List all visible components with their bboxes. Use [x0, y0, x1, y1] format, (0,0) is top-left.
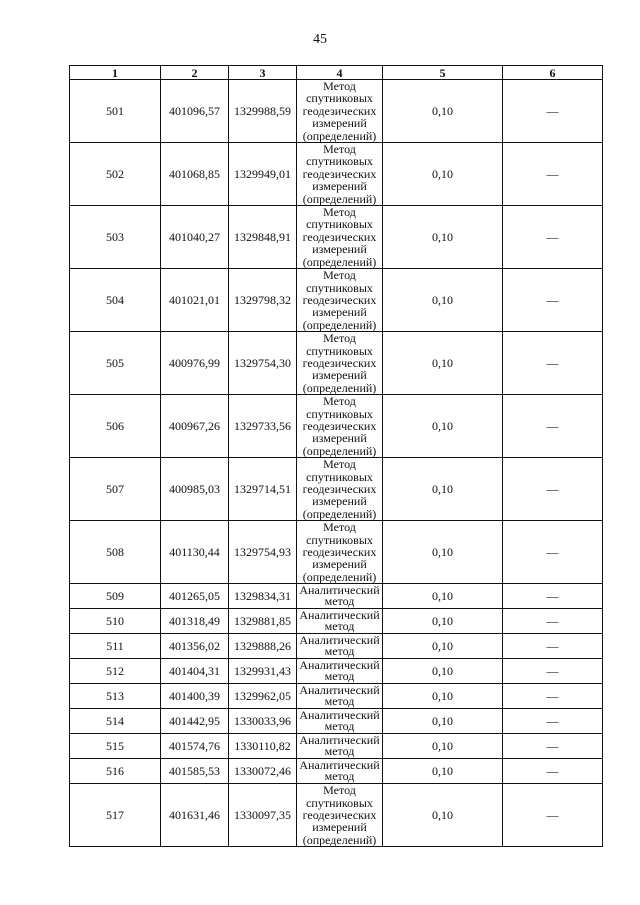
- accuracy-cell: 0,10: [383, 734, 503, 759]
- method-cell: Аналитический метод: [297, 759, 383, 784]
- x-coordinate-cell: 401130,44: [161, 521, 229, 584]
- method-cell: Метод спутниковых геодезических измерений (определений): [297, 395, 383, 458]
- y-coordinate-cell: 1329962,05: [229, 684, 297, 709]
- table-row: [70, 458, 603, 521]
- note-cell: —: [503, 684, 603, 709]
- note-cell: —: [503, 143, 603, 206]
- y-coordinate-cell: 1329988,59: [229, 80, 297, 143]
- note-cell: —: [503, 395, 603, 458]
- note-cell: —: [503, 80, 603, 143]
- y-coordinate-cell: 1330097,35: [229, 784, 297, 847]
- table-row: [70, 659, 603, 684]
- y-coordinate-cell: 1329848,91: [229, 206, 297, 269]
- accuracy-cell: 0,10: [383, 206, 503, 269]
- note-cell: —: [503, 458, 603, 521]
- x-coordinate-cell: 401021,01: [161, 269, 229, 332]
- x-coordinate-cell: 401265,05: [161, 584, 229, 609]
- table-row: [70, 80, 603, 143]
- point-number-cell: 508: [70, 521, 161, 584]
- y-coordinate-cell: 1329754,30: [229, 332, 297, 395]
- note-cell: —: [503, 734, 603, 759]
- accuracy-cell: 0,10: [383, 684, 503, 709]
- x-coordinate-cell: 401585,53: [161, 759, 229, 784]
- header-row: [70, 66, 603, 80]
- accuracy-cell: 0,10: [383, 584, 503, 609]
- note-cell: —: [503, 759, 603, 784]
- method-cell: Аналитический метод: [297, 709, 383, 734]
- x-coordinate-cell: 401442,95: [161, 709, 229, 734]
- table-row: [70, 759, 603, 784]
- column-header-3: 3: [229, 66, 297, 80]
- method-cell: Аналитический метод: [297, 584, 383, 609]
- method-cell: Аналитический метод: [297, 734, 383, 759]
- note-cell: —: [503, 584, 603, 609]
- note-cell: —: [503, 609, 603, 634]
- method-cell: Метод спутниковых геодезических измерений (определений): [297, 458, 383, 521]
- method-cell: Метод спутниковых геодезических измерений (определений): [297, 143, 383, 206]
- note-cell: —: [503, 709, 603, 734]
- x-coordinate-cell: 400967,26: [161, 395, 229, 458]
- method-cell: Аналитический метод: [297, 659, 383, 684]
- x-coordinate-cell: 401404,31: [161, 659, 229, 684]
- point-number-cell: 504: [70, 269, 161, 332]
- note-cell: —: [503, 784, 603, 847]
- y-coordinate-cell: 1329798,32: [229, 269, 297, 332]
- x-coordinate-cell: 400976,99: [161, 332, 229, 395]
- method-cell: Аналитический метод: [297, 609, 383, 634]
- method-cell: Метод спутниковых геодезических измерений (определений): [297, 784, 383, 847]
- point-number-cell: 505: [70, 332, 161, 395]
- coordinates-table: [69, 65, 603, 847]
- y-coordinate-cell: 1330110,82: [229, 734, 297, 759]
- accuracy-cell: 0,10: [383, 784, 503, 847]
- accuracy-cell: 0,10: [383, 332, 503, 395]
- x-coordinate-cell: 401040,27: [161, 206, 229, 269]
- x-coordinate-cell: 400985,03: [161, 458, 229, 521]
- note-cell: —: [503, 659, 603, 684]
- note-cell: —: [503, 206, 603, 269]
- table-row: [70, 521, 603, 584]
- accuracy-cell: 0,10: [383, 143, 503, 206]
- accuracy-cell: 0,10: [383, 521, 503, 584]
- accuracy-cell: 0,10: [383, 269, 503, 332]
- x-coordinate-cell: 401096,57: [161, 80, 229, 143]
- point-number-cell: 501: [70, 80, 161, 143]
- table-row: [70, 709, 603, 734]
- accuracy-cell: 0,10: [383, 458, 503, 521]
- point-number-cell: 515: [70, 734, 161, 759]
- table-row: [70, 332, 603, 395]
- x-coordinate-cell: 401574,76: [161, 734, 229, 759]
- accuracy-cell: 0,10: [383, 395, 503, 458]
- x-coordinate-cell: 401318,49: [161, 609, 229, 634]
- column-header-4: 4: [297, 66, 383, 80]
- method-cell: Метод спутниковых геодезических измерений (определений): [297, 332, 383, 395]
- accuracy-cell: 0,10: [383, 759, 503, 784]
- table-row: [70, 269, 603, 332]
- column-header-1: 1: [70, 66, 161, 80]
- method-cell: Метод спутниковых геодезических измерений (определений): [297, 206, 383, 269]
- point-number-cell: 512: [70, 659, 161, 684]
- column-header-2: 2: [161, 66, 229, 80]
- table-row: [70, 584, 603, 609]
- method-cell: Метод спутниковых геодезических измерений (определений): [297, 521, 383, 584]
- column-header-6: 6: [503, 66, 603, 80]
- table-row: [70, 609, 603, 634]
- y-coordinate-cell: 1329888,26: [229, 634, 297, 659]
- accuracy-cell: 0,10: [383, 659, 503, 684]
- x-coordinate-cell: 401356,02: [161, 634, 229, 659]
- column-header-5: 5: [383, 66, 503, 80]
- y-coordinate-cell: 1329733,56: [229, 395, 297, 458]
- x-coordinate-cell: 401400,39: [161, 684, 229, 709]
- table-row: [70, 206, 603, 269]
- method-cell: Аналитический метод: [297, 634, 383, 659]
- note-cell: —: [503, 634, 603, 659]
- accuracy-cell: 0,10: [383, 709, 503, 734]
- y-coordinate-cell: 1329834,31: [229, 584, 297, 609]
- method-cell: Аналитический метод: [297, 684, 383, 709]
- point-number-cell: 514: [70, 709, 161, 734]
- point-number-cell: 509: [70, 584, 161, 609]
- y-coordinate-cell: 1329754,93: [229, 521, 297, 584]
- accuracy-cell: 0,10: [383, 634, 503, 659]
- point-number-cell: 507: [70, 458, 161, 521]
- point-number-cell: 510: [70, 609, 161, 634]
- table-row: [70, 634, 603, 659]
- x-coordinate-cell: 401068,85: [161, 143, 229, 206]
- y-coordinate-cell: 1330033,96: [229, 709, 297, 734]
- point-number-cell: 502: [70, 143, 161, 206]
- point-number-cell: 516: [70, 759, 161, 784]
- y-coordinate-cell: 1329931,43: [229, 659, 297, 684]
- table-row: [70, 143, 603, 206]
- x-coordinate-cell: 401631,46: [161, 784, 229, 847]
- accuracy-cell: 0,10: [383, 80, 503, 143]
- table-row: [70, 395, 603, 458]
- table-row: [70, 784, 603, 847]
- point-number-cell: 503: [70, 206, 161, 269]
- point-number-cell: 511: [70, 634, 161, 659]
- note-cell: —: [503, 269, 603, 332]
- note-cell: —: [503, 521, 603, 584]
- point-number-cell: 506: [70, 395, 161, 458]
- point-number-cell: 513: [70, 684, 161, 709]
- table-row: [70, 684, 603, 709]
- y-coordinate-cell: 1330072,46: [229, 759, 297, 784]
- method-cell: Метод спутниковых геодезических измерений (определений): [297, 269, 383, 332]
- y-coordinate-cell: 1329949,01: [229, 143, 297, 206]
- table-row: [70, 734, 603, 759]
- page-number: 45: [313, 32, 327, 47]
- note-cell: —: [503, 332, 603, 395]
- accuracy-cell: 0,10: [383, 609, 503, 634]
- point-number-cell: 517: [70, 784, 161, 847]
- method-cell: Метод спутниковых геодезических измерений (определений): [297, 80, 383, 143]
- y-coordinate-cell: 1329881,85: [229, 609, 297, 634]
- y-coordinate-cell: 1329714,51: [229, 458, 297, 521]
